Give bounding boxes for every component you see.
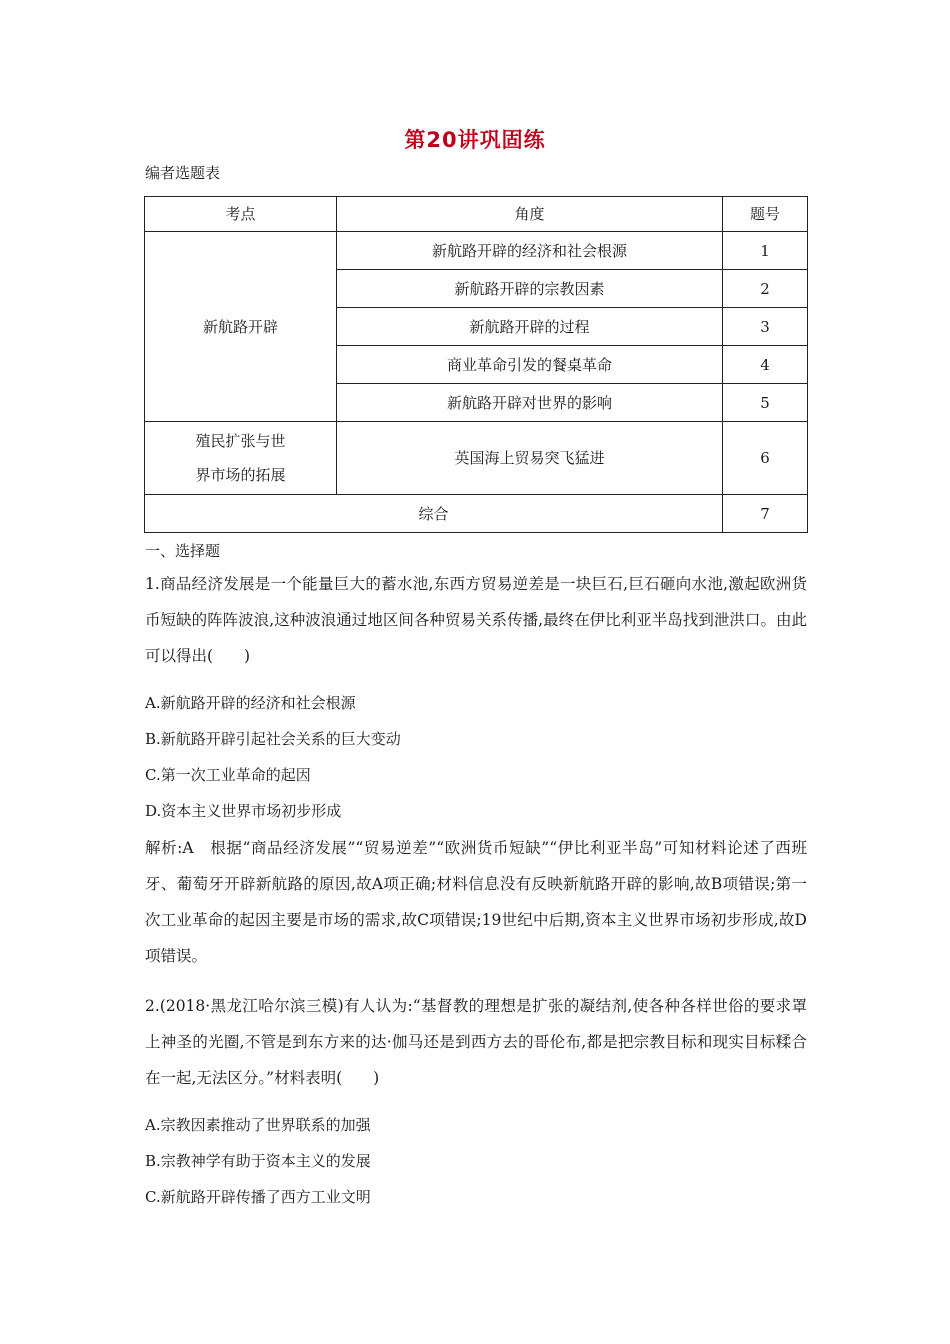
angle-cell: 新航路开辟对世界的影响 [337,384,723,422]
section-title: 一、选择题 [145,542,221,560]
page-title: 第20讲巩固练 [404,128,546,152]
angle-cell: 新航路开辟的过程 [337,308,723,346]
q1-option-c: C.第一次工业革命的起因 [145,766,311,784]
q2-option-c: C.新航路开辟传播了西方工业文明 [145,1188,371,1206]
number-cell: 6 [723,422,808,495]
number-cell: 3 [723,308,808,346]
number-cell: 1 [723,232,808,270]
number-cell: 2 [723,270,808,308]
q2-option-b: B.宗教神学有助于资本主义的发展 [145,1152,371,1170]
q1-option-b: B.新航路开辟引起社会关系的巨大变动 [145,730,401,748]
topic-cell: 新航路开辟 [145,232,337,422]
q1-option-a: A.新航路开辟的经济和社会根源 [145,694,356,712]
header-topic: 考点 [145,197,337,232]
header-number: 题号 [723,197,808,232]
header-angle: 角度 [337,197,723,232]
q1-option-d: D.资本主义世界市场初步形成 [145,802,342,820]
angle-cell: 商业革命引发的餐桌革命 [337,346,723,384]
q2-option-a: A.宗教因素推动了世界联系的加强 [145,1116,371,1134]
topic-cell [145,422,337,495]
question-1-analysis: 解析:A 根据“商品经济发展”“贸易逆差”“欧洲货币短缺”“伊比利亚半岛”可知材料论述了西班牙、葡萄牙开辟新航路的原因,故A项正确;材料信息没有反映新航路开辟的影响,故B项错误;第一次工业革命的起因主要是市场的需求,故C项错误;19世纪中后期,资本主义世界市场初步形成,故D项错误。 [145,839,807,965]
topic-line: 殖民扩张与世 [195,432,286,450]
angle-cell: 新航路开辟的宗教因素 [337,270,723,308]
question-1-stem: 1.商品经济发展是一个能量巨大的蓄水池,东西方贸易逆差是一块巨石,巨石砸向水池,激起欧洲货币短缺的阵阵波浪,这种波浪通过地区间各种贸易关系传播,最终在伊比利亚半岛找到泄洪口。由此可以得出( ) [145,575,807,665]
topic-selection-table [144,196,808,533]
number-cell: 7 [723,495,808,533]
table-row [145,422,808,495]
number-cell: 5 [723,384,808,422]
table-summary-row [145,495,808,533]
number-cell: 4 [723,346,808,384]
table-row [145,232,808,270]
angle-cell: 新航路开辟的经济和社会根源 [337,232,723,270]
table-header-row [145,197,808,232]
table-caption: 编者选题表 [145,164,221,182]
summary-label: 综合 [145,495,723,533]
angle-cell: 英国海上贸易突飞猛进 [337,422,723,495]
question-2-stem: 2.(2018·黑龙江哈尔滨三模)有人认为:“基督教的理想是扩张的凝结剂,使各种各样世俗的要求罩上神圣的光圈,不管是到东方来的达·伽马还是到西方去的哥伦布,都是把宗教目标和现实目标糅合在一起,无法区分。”材料表明( ) [145,997,807,1087]
topic-line: 界市场的拓展 [195,466,286,484]
